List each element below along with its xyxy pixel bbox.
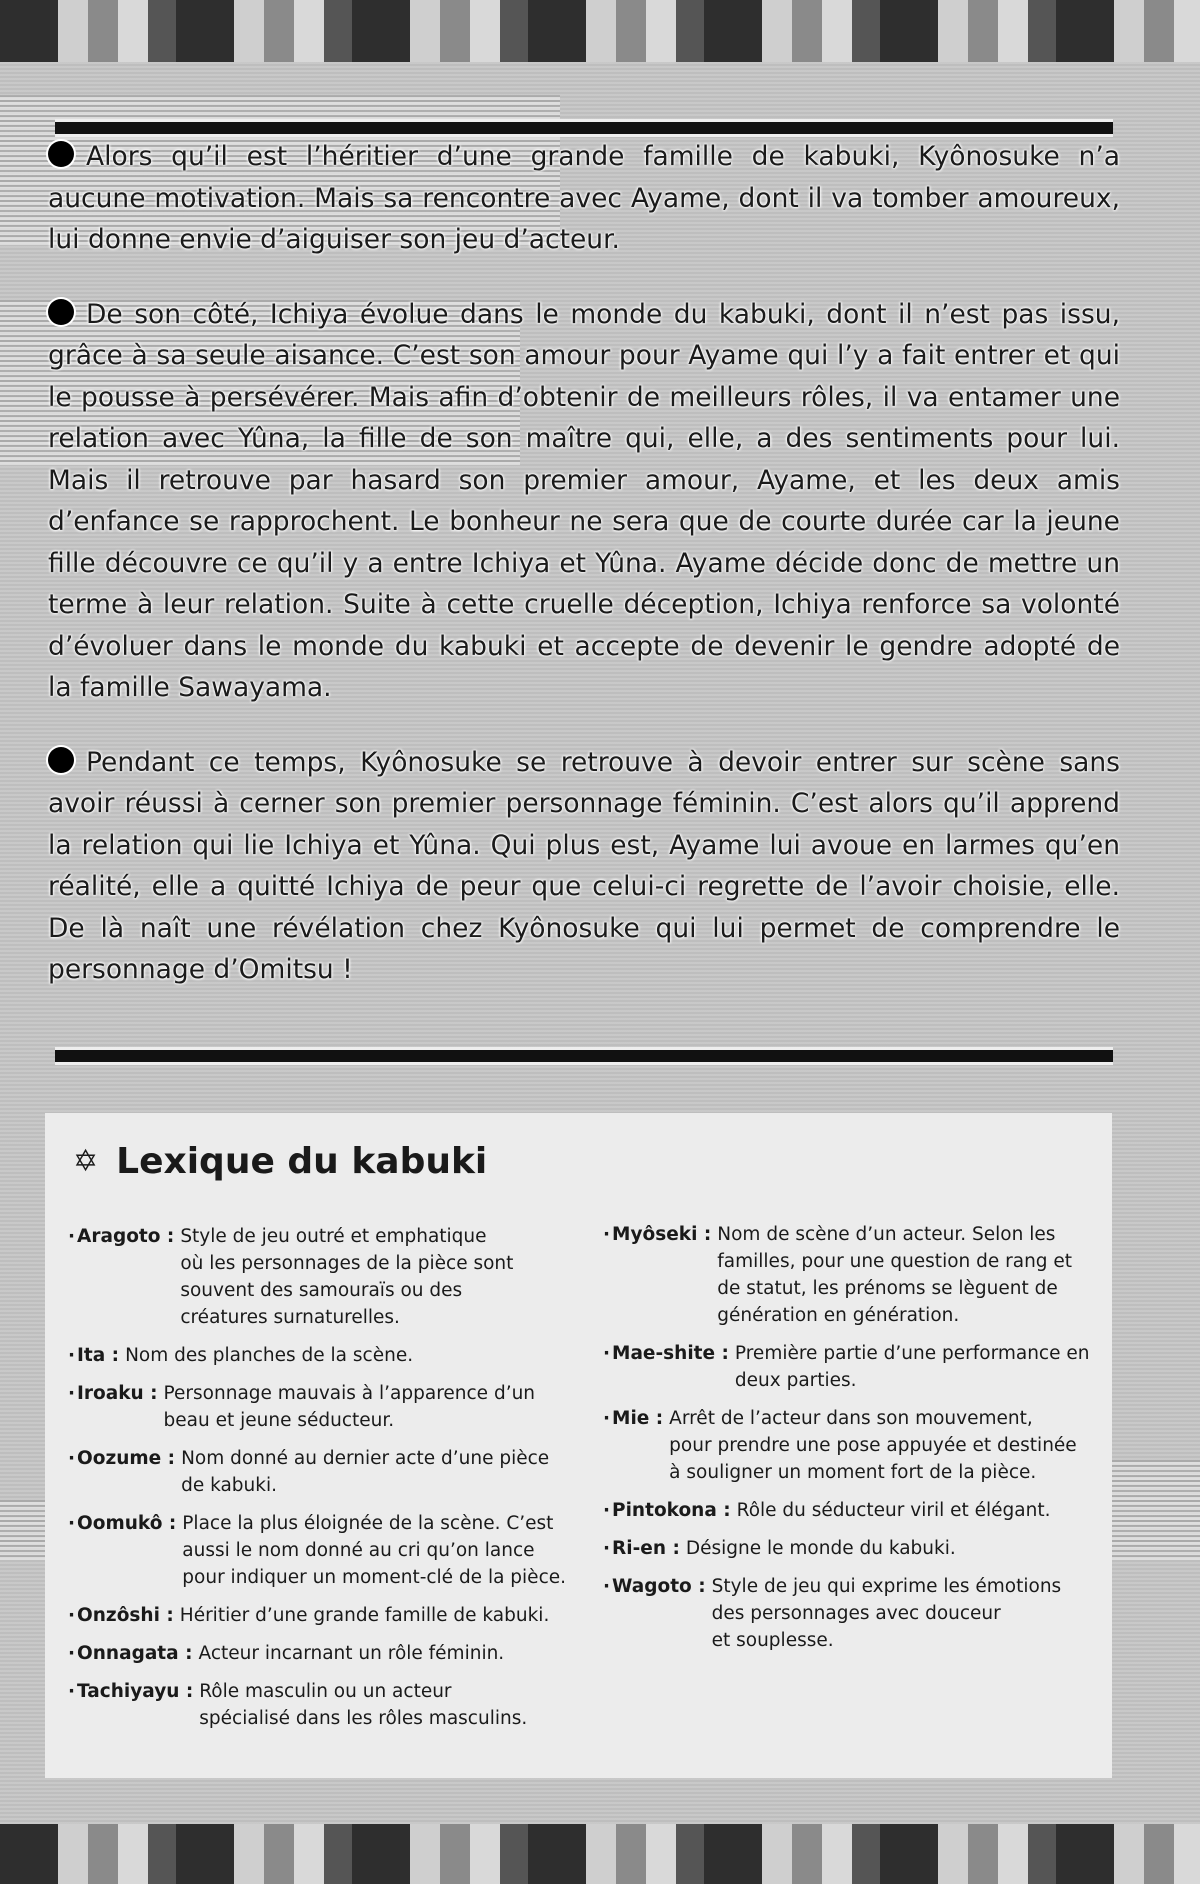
speedlines-decoration <box>1110 1460 1200 1560</box>
lexicon-entry: · Onnagata : Acteur incarnant un rôle féminin. <box>68 1640 628 1667</box>
lexicon-right-column <box>603 1221 1103 1665</box>
synopsis-paragraph: De son côté, Ichiya évolue dans le monde du kabuki, dont il n’est pas issu, grâce à sa seule aisance. C’est son amour pour Ayame qui l’y a fait entrer et qui le pousse à persévérer. Mais afin d’obtenir de meilleurs rôles, il va entamer une relation avec Yûna, la fille de son maître qui, elle, a des sentiments pour lui. Mais il retrouve par hasard son premier amour, Ayame, et les deux amis d’enfance se rapprochent. Le bonheur ne sera que de courte durée car la jeune fille découvre ce qu’il y a entre Ichiya et Yûna. Ayame décide donc de mettre un terme à leur relation. Suite à cette cruelle déception, Ichiya renforce sa volonté d’évoluer dans le monde du kabuki et accepte de devenir le gendre adopté de la famille Sawayama. <box>48 298 1120 703</box>
lexicon-title: ✡ Lexique du kabuki <box>73 1141 488 1182</box>
bullet-icon <box>48 299 74 325</box>
lexicon-entry: · Iroaku : Personnage mauvais à l’apparence d’un beau et jeune séducteur. <box>68 1380 628 1434</box>
synopsis-paragraph: Pendant ce temps, Kyônosuke se retrouve à devoir entrer sur scène sans avoir réussi à cerner son premier personnage féminin. C’est alors qu’il apprend la relation qui lie Ichiya et Yûna. Qui plus est, Ayame lui avoue en larmes qu’en réalité, elle a quitté Ichiya de peur que celui-ci regrette de l’avoir choisie, elle. De là naît une révélation chez Kyônosuke qui lui permet de comprendre le personnage d’Omitsu ! <box>48 746 1120 985</box>
lexicon-entry: · Ita : Nom des planches de la scène. <box>68 1342 628 1369</box>
lexicon-entry: · Ri-en : Désigne le monde du kabuki. <box>603 1535 1103 1562</box>
lexicon-panel <box>45 1113 1112 1778</box>
lexicon-entry: · Tachiyayu : Rôle masculin ou un acteur spécialisé dans les rôles masculins. <box>68 1678 628 1732</box>
synopsis-paragraph: Alors qu’il est l’héritier d’une grande famille de kabuki, Kyônosuke n’a aucune motivation. Mais sa rencontre avec Ayame, dont il va tomber amoureux, lui donne envie d’aiguiser son jeu d’acteur. <box>48 141 1120 255</box>
bullet-icon <box>48 141 74 167</box>
top-stripe-border <box>0 0 1200 62</box>
lexicon-entry: · Mie : Arrêt de l’acteur dans son mouvement, pour prendre une pose appuyée et destinée à souligner un moment fort de la pièce. <box>603 1405 1103 1486</box>
lexicon-entry: · Onzôshi : Héritier d’une grande famille de kabuki. <box>68 1602 628 1629</box>
lexicon-entry: · Wagoto : Style de jeu qui exprime les émotions des personnages avec douceur et souplesse. <box>603 1573 1103 1654</box>
star-of-david-icon: ✡ <box>73 1144 99 1179</box>
bottom-stripe-border <box>0 1824 1200 1884</box>
bullet-icon <box>48 747 74 773</box>
synopsis-text <box>48 136 1120 1024</box>
lexicon-left-column <box>68 1223 628 1743</box>
bottom-divider-rule <box>55 1047 1113 1065</box>
lexicon-entry: · Oozume : Nom donné au dernier acte d’une pièce de kabuki. <box>68 1445 628 1499</box>
lexicon-entry: · Aragoto : Style de jeu outré et emphatique où les personnages de la pièce sont souvent des samouraïs ou des créatures surnaturelles. <box>68 1223 628 1331</box>
lexicon-entry: · Mae-shite : Première partie d’une performance en deux parties. <box>603 1340 1103 1394</box>
lexicon-entry: · Pintokona : Rôle du séducteur viril et élégant. <box>603 1497 1103 1524</box>
top-divider-rule <box>55 119 1113 137</box>
lexicon-entry: · Oomukô : Place la plus éloignée de la scène. C’est aussi le nom donné au cri qu’on lance pour indiquer un moment-clé de la pièce. <box>68 1510 628 1591</box>
lexicon-entry: · Myôseki : Nom de scène d’un acteur. Selon les familles, pour une question de rang et de statut, les prénoms se lèguent de génération en génération. <box>603 1221 1103 1329</box>
